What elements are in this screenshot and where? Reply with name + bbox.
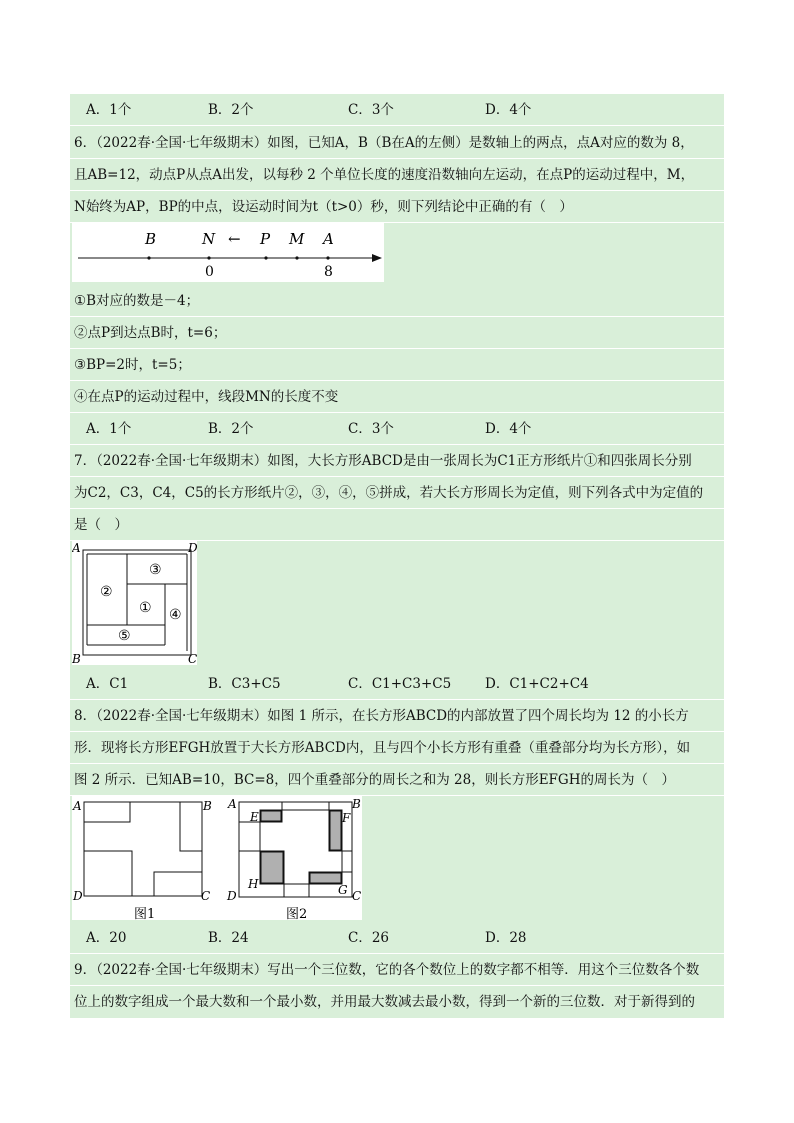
q8-fig1-label-a: A xyxy=(73,799,82,813)
q6-text-line-3: N始终为AP，BP的中点，设运动时间为t（t>0）秒，则下列结论中正确的有（ ） xyxy=(70,191,724,223)
q8-options-row xyxy=(70,922,724,954)
q6-option-c: C．3个 xyxy=(348,421,394,437)
q5-option-d: D．4个 xyxy=(485,102,532,118)
number-line-label-m: M xyxy=(289,230,305,248)
q8-fig2-label-d: D xyxy=(227,889,237,903)
q8-fig1-label-d: D xyxy=(73,889,83,903)
q8-option-b: B．24 xyxy=(208,930,249,946)
q8-fig2-label-f: F xyxy=(342,811,351,825)
q8-fig2-label-h: H xyxy=(248,877,259,891)
q7-piece-3: ③ xyxy=(149,562,162,578)
q6-statement-4: ④在点P的运动过程中，线段MN的长度不变 xyxy=(70,381,724,413)
q5-options-row xyxy=(70,94,724,126)
q6-options-row xyxy=(70,413,724,445)
number-line-label-a: A xyxy=(323,230,334,248)
q6-option-b: B．2个 xyxy=(208,421,254,437)
q8-fig2-label-a: A xyxy=(228,797,237,811)
q8-fig1-caption: 图1 xyxy=(134,907,156,920)
number-line-arrow: ← xyxy=(228,230,241,248)
q7-piece-5: ⑤ xyxy=(118,628,131,644)
q6-statement-2: ②点P到达点B时，t=6； xyxy=(70,317,724,349)
q7-corner-b: B xyxy=(72,652,81,665)
q7-corner-a: A xyxy=(72,541,81,555)
q8-option-d: D．28 xyxy=(485,930,527,946)
q8-option-c: C．26 xyxy=(348,930,390,946)
q7-text-line-1: 7．（2022春·全国·七年级期末）如图，大长方形ABCD是由一张周长为C1正方形纸片①和四张周长分别 xyxy=(70,445,724,477)
q7-text-line-3: 是（ ） xyxy=(70,509,724,541)
number-line-tick-8: 8 xyxy=(324,264,333,280)
q8-figure-1 xyxy=(72,799,212,920)
number-line-tick-0: 0 xyxy=(205,264,214,280)
q9-text-line-1: 9．（2022春·全国·七年级期末）写出一个三位数，它的各个数位上的数字都不相等．用这个三位数各个数 xyxy=(70,954,724,986)
q7-corner-c: C xyxy=(188,652,197,665)
q8-text-line-3: 图 2 所示．已知AB=10，BC=8，四个重叠部分的周长之和为 28，则长方形EFGH的周长为（ ） xyxy=(70,764,724,796)
q7-option-c: C．C1+C3+C5 xyxy=(348,676,452,692)
number-line-label-n: N xyxy=(202,230,216,248)
q6-text-line-1: 6．（2022春·全国·七年级期末）如图，已知A，B（B在A的左侧）是数轴上的两点，点A对应的数为 8， xyxy=(70,127,724,159)
q5-option-c: C．3个 xyxy=(348,102,394,118)
number-line-label-p: P xyxy=(260,230,271,248)
q6-statement-3: ③BP=2时，t=5； xyxy=(70,349,724,381)
q7-corner-d: D xyxy=(188,541,197,555)
q8-text-line-1: 8．（2022春·全国·七年级期末）如图 1 所示，在长方形ABCD的内部放置了四个周长均为 12 的小长方 xyxy=(70,700,724,732)
q7-option-a: A．C1 xyxy=(86,676,129,692)
q6-option-d: D．4个 xyxy=(485,421,532,437)
q6-option-a: A．1个 xyxy=(86,421,132,437)
q7-piece-4: ④ xyxy=(169,607,182,623)
q7-rectangle-figure xyxy=(72,541,197,665)
q5-option-b: B．2个 xyxy=(208,102,254,118)
q8-fig1-label-b: B xyxy=(203,799,212,813)
q8-option-a: A．20 xyxy=(86,930,127,946)
q9-text-line-2: 位上的数字组成一个最大数和一个最小数，并用最大数减去最小数，得到一个新的三位数．对于新得到的 xyxy=(74,994,695,1010)
q8-fig2-label-g: G xyxy=(338,883,348,897)
q7-option-b: B．C3+C5 xyxy=(208,676,281,692)
q8-figure-2 xyxy=(226,797,361,920)
q6-number-line-figure xyxy=(72,222,384,282)
q7-piece-1: ① xyxy=(139,600,152,616)
q6-text-line-2: 且AB=12，动点P从点A出发，以每秒 2 个单位长度的速度沿数轴向左运动，在点P的运动过程中，M， xyxy=(70,159,724,191)
q8-fig1-label-c: C xyxy=(201,889,211,903)
q7-piece-2: ② xyxy=(100,584,113,600)
q8-fig2-label-b: B xyxy=(352,797,361,811)
number-line-label-b: B xyxy=(145,230,157,248)
q5-option-a: A．1个 xyxy=(86,102,132,118)
q8-fig2-label-e: E xyxy=(250,810,259,824)
q7-option-d: D．C1+C2+C4 xyxy=(485,676,589,692)
q8-fig2-caption: 图2 xyxy=(286,907,308,920)
q6-statement-1: ①B对应的数是－4； xyxy=(70,285,724,317)
q8-fig2-label-c: C xyxy=(352,889,362,903)
q7-text-line-2: 为C2，C3，C4，C5的长方形纸片②，③，④，⑤拼成，若大长方形周长为定值，则下列各式中为定值的 xyxy=(70,477,724,509)
exam-page-content xyxy=(70,94,724,1018)
q8-text-line-2: 形．现将长方形EFGH放置于大长方形ABCD内，且与四个小长方形有重叠（重叠部分均为长方形），如 xyxy=(70,732,724,764)
q8-figures xyxy=(72,796,362,920)
q7-options-row xyxy=(70,668,724,700)
